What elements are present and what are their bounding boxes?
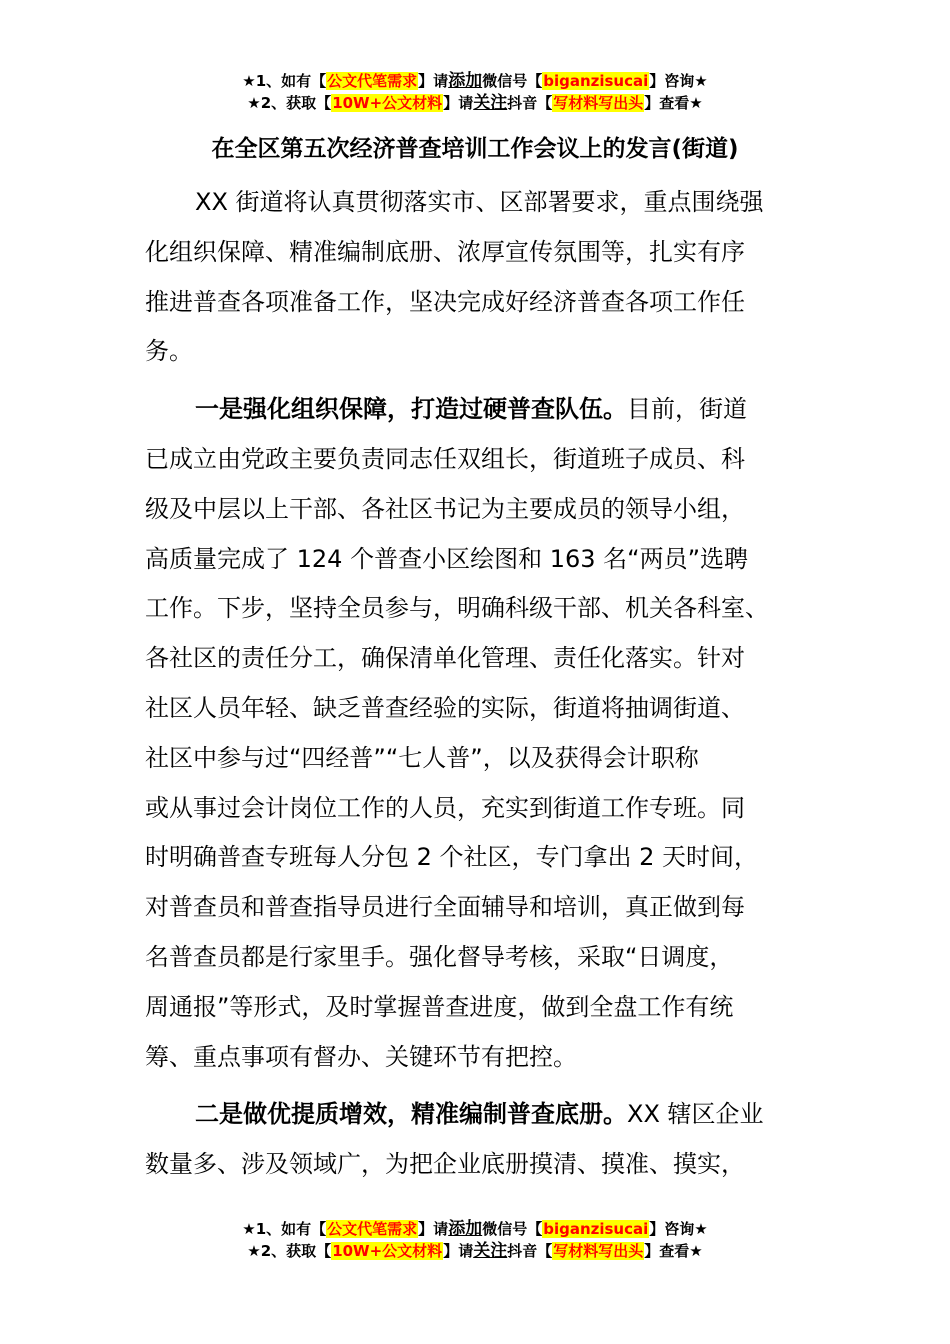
promo-text: 微信号【 — [482, 1220, 543, 1238]
promo-underlined: 添加 — [448, 71, 483, 91]
paragraph-intro — [145, 178, 805, 377]
promo-highlight: biganzisucai — [543, 1220, 649, 1238]
text-line: 推进普查各项准备工作，坚决完成好经济普查各项工作任 — [145, 287, 745, 316]
text-run: XX 辖区企业 — [627, 1100, 764, 1129]
promo-text: 】查看★ — [644, 94, 703, 112]
paragraph-census-register — [145, 1090, 805, 1190]
promo-highlight: biganzisucai — [543, 72, 649, 90]
promo-text: 抖音【 — [507, 94, 553, 112]
paragraph-heading: 一是强化组织保障，打造过硬普查队伍。 — [195, 395, 627, 424]
paragraph-organization — [145, 385, 805, 1082]
text-line — [145, 385, 805, 435]
promo-line-2 — [0, 92, 950, 114]
promo-text: ★2、获取【 — [247, 1242, 332, 1260]
text-line: 名普查员都是行家里手。强化督导考核，采取“日调度， — [145, 942, 734, 971]
promo-text: ★1、如有【 — [242, 72, 327, 90]
promo-text: 】请 — [443, 94, 474, 112]
text-line: 社区中参与过“四经普”“七人普”，以及获得会计职称 — [145, 743, 699, 772]
text-line: 数量多、涉及领域广，为把企业底册摸清、摸准、摸实， — [145, 1150, 745, 1179]
promo-line-1 — [0, 70, 950, 92]
promo-text: 】请 — [418, 1220, 449, 1238]
text-line: 社区人员年轻、缺乏普查经验的实际，街道将抽调街道、 — [145, 693, 745, 722]
text-line: 务。 — [145, 337, 193, 366]
promo-banner-bottom — [0, 1218, 950, 1262]
text-line: 各社区的责任分工，确保清单化管理、责任化落实。针对 — [145, 644, 745, 673]
text-line: 工作。下步，坚持全员参与，明确科级干部、机关各科室、 — [145, 594, 769, 623]
text-line: 对普查员和普查指导员进行全面辅导和培训，真正做到每 — [145, 893, 745, 922]
text-line: XX 街道将认真贯彻落实市、区部署要求，重点围绕强 — [195, 188, 764, 216]
promo-underlined: 添加 — [448, 1219, 483, 1239]
text-line: 高质量完成了 124 个普查小区绘图和 163 名“两员”选聘 — [145, 544, 748, 573]
paragraph-heading: 二是做优提质增效，精准编制普查底册。 — [195, 1100, 627, 1129]
promo-text: 】咨询★ — [649, 72, 708, 90]
promo-text: 】请 — [418, 72, 449, 90]
promo-text: 】咨询★ — [649, 1220, 708, 1238]
promo-line-2 — [0, 1240, 950, 1262]
promo-text: 抖音【 — [507, 1242, 553, 1260]
promo-text: ★2、获取【 — [247, 94, 332, 112]
promo-underlined: 关注 — [473, 1241, 508, 1261]
promo-text: 】请 — [443, 1242, 474, 1260]
text-line: 级及中层以上干部、各社区书记为主要成员的领导小组， — [145, 494, 745, 523]
text-line — [145, 1090, 805, 1140]
promo-highlight: 公文代笔需求 — [327, 1220, 418, 1238]
promo-highlight: 写材料写出头 — [553, 1242, 644, 1260]
promo-highlight: 10W+公文材料 — [332, 1242, 443, 1260]
document-body — [145, 178, 805, 1190]
promo-underlined: 关注 — [473, 93, 508, 113]
text-line: 周通报”等形式，及时掌握普查进度，做到全盘工作有统 — [145, 992, 734, 1021]
text-line: 或从事过会计岗位工作的人员，充实到街道工作专班。同 — [145, 793, 745, 822]
promo-highlight: 写材料写出头 — [553, 94, 644, 112]
text-line: 时明确普查专班每人分包 2 个社区，专门拿出 2 天时间， — [145, 843, 759, 872]
text-line: 已成立由党政主要负责同志任双组长，街道班子成员、科 — [145, 444, 745, 473]
text-line: 化组织保障、精准编制底册、浓厚宣传氛围等，扎实有序 — [145, 237, 745, 266]
promo-text: 】查看★ — [644, 1242, 703, 1260]
promo-text: ★1、如有【 — [242, 1220, 327, 1238]
text-line: 筹、重点事项有督办、关键环节有把控。 — [145, 1042, 577, 1071]
promo-line-1 — [0, 1218, 950, 1240]
promo-text: 微信号【 — [482, 72, 543, 90]
text-run: 目前，街道 — [627, 395, 747, 424]
promo-highlight: 10W+公文材料 — [332, 94, 443, 112]
promo-banner-top — [0, 70, 950, 114]
promo-highlight: 公文代笔需求 — [327, 72, 418, 90]
document-title: 在全区第五次经济普查培训工作会议上的发言(街道) — [211, 136, 739, 162]
